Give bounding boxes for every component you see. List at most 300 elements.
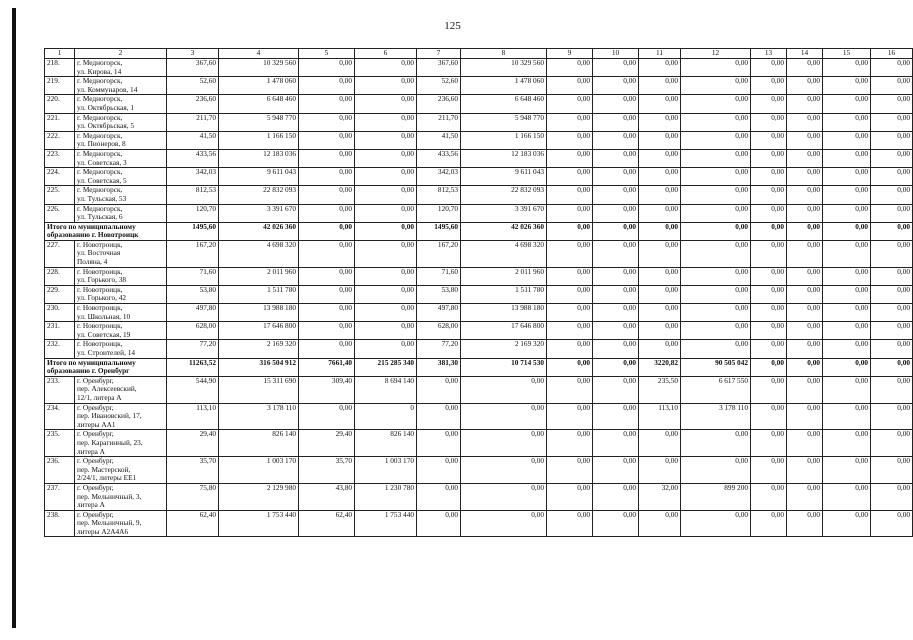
table-row bbox=[45, 77, 913, 95]
value-cell: 0,00 bbox=[547, 240, 593, 267]
value-cell: 17 646 800 bbox=[219, 322, 299, 340]
value-cell: 0,00 bbox=[417, 376, 461, 403]
value-cell: 0,00 bbox=[681, 204, 751, 222]
value-cell: 0,00 bbox=[871, 131, 913, 149]
table-row bbox=[45, 131, 913, 149]
table-row bbox=[45, 149, 913, 167]
value-cell: 113,10 bbox=[639, 403, 681, 430]
value-cell: 7661,40 bbox=[299, 358, 355, 376]
value-cell: 0,00 bbox=[299, 322, 355, 340]
address-line: ул. Горького, 42 bbox=[77, 293, 127, 303]
value-cell: 3220,82 bbox=[639, 358, 681, 376]
value-cell: 211,70 bbox=[167, 113, 219, 131]
value-cell: 71,60 bbox=[167, 267, 219, 285]
table-row bbox=[45, 403, 913, 430]
row-number: 230. bbox=[45, 304, 75, 322]
column-header: 3 bbox=[167, 49, 219, 59]
value-cell: 0,00 bbox=[639, 430, 681, 457]
value-cell: 0,00 bbox=[681, 267, 751, 285]
value-cell: 0,00 bbox=[547, 430, 593, 457]
address-cell bbox=[75, 59, 167, 77]
value-cell: 1 230 780 bbox=[355, 483, 417, 510]
value-cell: 0,00 bbox=[593, 240, 639, 267]
value-cell: 0 bbox=[355, 403, 417, 430]
value-cell: 1 003 170 bbox=[219, 457, 299, 484]
column-header: 2 bbox=[75, 49, 167, 59]
value-cell: 0,00 bbox=[355, 131, 417, 149]
address-line: г. Оренбург, bbox=[77, 509, 114, 519]
value-cell: 0,00 bbox=[355, 267, 417, 285]
value-cell: 0,00 bbox=[355, 322, 417, 340]
value-cell: 35,70 bbox=[299, 457, 355, 484]
value-cell: 0,00 bbox=[787, 376, 823, 403]
value-cell: 0,00 bbox=[593, 204, 639, 222]
value-cell: 2 011 960 bbox=[219, 267, 299, 285]
address-line: пер. Карагинный, 23, bbox=[77, 437, 143, 447]
address-line: г. Медногорск, bbox=[77, 76, 123, 86]
column-header: 14 bbox=[787, 49, 823, 59]
value-cell: 0,00 bbox=[593, 322, 639, 340]
address-cell bbox=[75, 430, 167, 457]
value-cell: 0,00 bbox=[299, 131, 355, 149]
value-cell: 1 753 440 bbox=[355, 510, 417, 537]
address-line: г. Медногорск, bbox=[77, 148, 123, 158]
value-cell: 0,00 bbox=[751, 358, 787, 376]
value-cell: 235,50 bbox=[639, 376, 681, 403]
value-cell: 0,00 bbox=[823, 322, 871, 340]
value-cell: 211,70 bbox=[417, 113, 461, 131]
value-cell: 0,00 bbox=[823, 77, 871, 95]
value-cell: 0,00 bbox=[751, 186, 787, 204]
value-cell: 0,00 bbox=[639, 322, 681, 340]
address-cell bbox=[75, 322, 167, 340]
value-cell: 0,00 bbox=[355, 186, 417, 204]
column-header: 1 bbox=[45, 49, 75, 59]
value-cell: 0,00 bbox=[299, 95, 355, 113]
column-header: 12 bbox=[681, 49, 751, 59]
column-header: 10 bbox=[593, 49, 639, 59]
value-cell: 22 832 093 bbox=[219, 186, 299, 204]
value-cell: 0,00 bbox=[823, 204, 871, 222]
value-cell: 0,00 bbox=[355, 240, 417, 267]
subtotal-label bbox=[45, 358, 167, 376]
address-line: пер. Ивановский, 17, bbox=[77, 411, 142, 421]
value-cell: 0,00 bbox=[871, 510, 913, 537]
value-cell: 42 026 360 bbox=[461, 222, 547, 240]
address-line: г. Медногорск, bbox=[77, 130, 123, 140]
value-cell: 1 753 440 bbox=[219, 510, 299, 537]
value-cell: 0,00 bbox=[593, 77, 639, 95]
value-cell: 4 698 320 bbox=[219, 240, 299, 267]
value-cell: 0,00 bbox=[547, 95, 593, 113]
value-cell: 15 311 690 bbox=[219, 376, 299, 403]
value-cell: 0,00 bbox=[823, 131, 871, 149]
address-line: г. Новотроицк, bbox=[77, 321, 123, 331]
column-header: 15 bbox=[823, 49, 871, 59]
table-row bbox=[45, 267, 913, 285]
value-cell: 0,00 bbox=[871, 113, 913, 131]
value-cell: 0,00 bbox=[681, 304, 751, 322]
value-cell: 2 169 320 bbox=[461, 340, 547, 358]
value-cell: 0,00 bbox=[639, 59, 681, 77]
address-cell bbox=[75, 131, 167, 149]
value-cell: 0,00 bbox=[681, 222, 751, 240]
row-number: 231. bbox=[45, 322, 75, 340]
value-cell: 0,00 bbox=[681, 95, 751, 113]
value-cell: 167,20 bbox=[167, 240, 219, 267]
value-cell: 0,00 bbox=[639, 168, 681, 186]
value-cell: 826 140 bbox=[219, 430, 299, 457]
value-cell: 0,00 bbox=[681, 457, 751, 484]
value-cell: 0,00 bbox=[787, 186, 823, 204]
value-cell: 0,00 bbox=[871, 77, 913, 95]
column-header: 11 bbox=[639, 49, 681, 59]
value-cell: 0,00 bbox=[417, 510, 461, 537]
row-number: 219. bbox=[45, 77, 75, 95]
value-cell: 29,40 bbox=[299, 430, 355, 457]
value-cell: 0,00 bbox=[299, 149, 355, 167]
value-cell: 12 183 036 bbox=[461, 149, 547, 167]
value-cell: 8 694 140 bbox=[355, 376, 417, 403]
value-cell: 0,00 bbox=[787, 149, 823, 167]
address-line: г. Медногорск, bbox=[77, 112, 123, 122]
value-cell: 367,60 bbox=[167, 59, 219, 77]
value-cell: 0,00 bbox=[787, 59, 823, 77]
address-line: ул. Пионеров, 8 bbox=[77, 139, 126, 149]
value-cell: 0,00 bbox=[751, 322, 787, 340]
value-cell: 0,00 bbox=[823, 186, 871, 204]
row-number: 236. bbox=[45, 457, 75, 484]
value-cell: 0,00 bbox=[787, 430, 823, 457]
value-cell: 10 329 560 bbox=[461, 59, 547, 77]
value-cell: 215 285 340 bbox=[355, 358, 417, 376]
value-cell: 0,00 bbox=[787, 113, 823, 131]
table-row bbox=[45, 322, 913, 340]
value-cell: 0,00 bbox=[461, 510, 547, 537]
value-cell: 9 611 043 bbox=[219, 168, 299, 186]
value-cell: 167,20 bbox=[417, 240, 461, 267]
value-cell: 0,00 bbox=[639, 149, 681, 167]
value-cell: 0,00 bbox=[299, 240, 355, 267]
value-cell: 0,00 bbox=[547, 168, 593, 186]
value-cell: 0,00 bbox=[639, 457, 681, 484]
address-line: ул. Кирова, 14 bbox=[77, 66, 122, 76]
address-cell bbox=[75, 168, 167, 186]
table-row bbox=[45, 168, 913, 186]
address-line: ул. Советская, 19 bbox=[77, 329, 131, 339]
value-cell: 0,00 bbox=[871, 304, 913, 322]
value-cell: 0,00 bbox=[461, 457, 547, 484]
value-cell: 6 648 460 bbox=[219, 95, 299, 113]
value-cell: 0,00 bbox=[751, 222, 787, 240]
value-cell: 0,00 bbox=[593, 457, 639, 484]
row-number: 224. bbox=[45, 168, 75, 186]
value-cell: 0,00 bbox=[547, 186, 593, 204]
value-cell: 0,00 bbox=[547, 510, 593, 537]
value-cell: 5 948 770 bbox=[219, 113, 299, 131]
value-cell: 3 178 110 bbox=[219, 403, 299, 430]
address-line: г. Новотроицк, bbox=[77, 239, 123, 249]
value-cell: 0,00 bbox=[751, 240, 787, 267]
address-line: ул. Коммунаров, 14 bbox=[77, 84, 138, 94]
value-cell: 0,00 bbox=[823, 240, 871, 267]
table-row bbox=[45, 430, 913, 457]
table-row bbox=[45, 304, 913, 322]
address-line: пер. Мельничный, 9, bbox=[77, 518, 142, 528]
value-cell: 0,00 bbox=[751, 168, 787, 186]
value-cell: 0,00 bbox=[639, 267, 681, 285]
value-cell: 0,00 bbox=[871, 457, 913, 484]
value-cell: 0,00 bbox=[787, 322, 823, 340]
address-line: пер. Мельничный, 3, bbox=[77, 491, 142, 501]
value-cell: 0,00 bbox=[751, 304, 787, 322]
address-cell bbox=[75, 240, 167, 267]
value-cell: 0,00 bbox=[461, 376, 547, 403]
value-cell: 0,00 bbox=[871, 204, 913, 222]
value-cell: 0,00 bbox=[871, 358, 913, 376]
value-cell: 0,00 bbox=[787, 358, 823, 376]
value-cell: 0,00 bbox=[787, 131, 823, 149]
value-cell: 1 478 060 bbox=[219, 77, 299, 95]
address-line: ул. Тульская, 53 bbox=[77, 193, 127, 203]
row-number: 229. bbox=[45, 285, 75, 303]
value-cell: 0,00 bbox=[681, 131, 751, 149]
address-line: ул. Школьная, 10 bbox=[77, 311, 131, 321]
value-cell: 6 648 460 bbox=[461, 95, 547, 113]
value-cell: 381,30 bbox=[417, 358, 461, 376]
value-cell: 0,00 bbox=[417, 483, 461, 510]
header-row bbox=[45, 49, 913, 59]
address-line: ул. Октябрьская, 5 bbox=[77, 121, 135, 131]
address-line: 2/24/1, литеры ЕЕ1 bbox=[77, 473, 137, 483]
value-cell: 0,00 bbox=[639, 95, 681, 113]
value-cell: 3 391 670 bbox=[219, 204, 299, 222]
address-cell bbox=[75, 113, 167, 131]
address-line: г. Медногорск, bbox=[77, 94, 123, 104]
value-cell: 0,00 bbox=[639, 510, 681, 537]
address-cell bbox=[75, 403, 167, 430]
table-row bbox=[45, 59, 913, 77]
address-line: г. Оренбург, bbox=[77, 456, 114, 466]
value-cell: 497,80 bbox=[167, 304, 219, 322]
value-cell: 0,00 bbox=[823, 340, 871, 358]
table-row bbox=[45, 285, 913, 303]
value-cell: 0,00 bbox=[681, 322, 751, 340]
value-cell: 433,56 bbox=[167, 149, 219, 167]
value-cell: 53,80 bbox=[167, 285, 219, 303]
address-line: ул. Октябрьская, 1 bbox=[77, 102, 135, 112]
value-cell: 0,00 bbox=[547, 457, 593, 484]
value-cell: 0,00 bbox=[299, 168, 355, 186]
address-line: ул. Строителей, 14 bbox=[77, 348, 136, 357]
value-cell: 0,00 bbox=[593, 149, 639, 167]
value-cell: 0,00 bbox=[547, 304, 593, 322]
value-cell: 812,53 bbox=[167, 186, 219, 204]
page-number: 125 bbox=[444, 20, 461, 32]
value-cell: 0,00 bbox=[751, 267, 787, 285]
value-cell: 497,80 bbox=[417, 304, 461, 322]
value-cell: 0,00 bbox=[593, 483, 639, 510]
subtotal-row bbox=[45, 222, 913, 240]
value-cell: 0,00 bbox=[593, 358, 639, 376]
value-cell: 0,00 bbox=[639, 186, 681, 204]
value-cell: 0,00 bbox=[355, 113, 417, 131]
value-cell: 0,00 bbox=[751, 430, 787, 457]
value-cell: 0,00 bbox=[355, 77, 417, 95]
address-line: ул. Советская, 3 bbox=[77, 157, 127, 167]
address-line: г. Оренбург, bbox=[77, 429, 114, 439]
value-cell: 0,00 bbox=[823, 483, 871, 510]
value-cell: 0,00 bbox=[355, 168, 417, 186]
table-body bbox=[45, 59, 913, 537]
address-cell bbox=[75, 457, 167, 484]
address-cell bbox=[75, 149, 167, 167]
value-cell: 2 011 960 bbox=[461, 267, 547, 285]
value-cell: 0,00 bbox=[871, 186, 913, 204]
column-header: 9 bbox=[547, 49, 593, 59]
value-cell: 0,00 bbox=[547, 322, 593, 340]
address-line: г. Оренбург, bbox=[77, 402, 114, 412]
column-header: 13 bbox=[751, 49, 787, 59]
value-cell: 0,00 bbox=[871, 59, 913, 77]
value-cell: 0,00 bbox=[871, 285, 913, 303]
value-cell: 0,00 bbox=[593, 186, 639, 204]
address-line: г. Новотроицк, bbox=[77, 266, 123, 276]
value-cell: 0,00 bbox=[639, 222, 681, 240]
value-cell: 544,90 bbox=[167, 376, 219, 403]
value-cell: 0,00 bbox=[593, 430, 639, 457]
value-cell: 0,00 bbox=[681, 340, 751, 358]
address-cell bbox=[75, 77, 167, 95]
value-cell: 0,00 bbox=[299, 186, 355, 204]
value-cell: 10 329 560 bbox=[219, 59, 299, 77]
address-line: ул. Горького, 38 bbox=[77, 275, 127, 285]
value-cell: 0,00 bbox=[547, 285, 593, 303]
value-cell: 0,00 bbox=[751, 113, 787, 131]
value-cell: 433,56 bbox=[417, 149, 461, 167]
value-cell: 0,00 bbox=[639, 340, 681, 358]
value-cell: 3 391 670 bbox=[461, 204, 547, 222]
value-cell: 32,00 bbox=[639, 483, 681, 510]
value-cell: 0,00 bbox=[681, 168, 751, 186]
value-cell: 0,00 bbox=[593, 340, 639, 358]
value-cell: 0,00 bbox=[299, 267, 355, 285]
row-number: 220. bbox=[45, 95, 75, 113]
value-cell: 0,00 bbox=[593, 95, 639, 113]
value-cell: 11263,52 bbox=[167, 358, 219, 376]
value-cell: 4 698 320 bbox=[461, 240, 547, 267]
value-cell: 0,00 bbox=[787, 168, 823, 186]
value-cell: 367,60 bbox=[417, 59, 461, 77]
value-cell: 0,00 bbox=[593, 59, 639, 77]
table-row bbox=[45, 483, 913, 510]
value-cell: 1 166 150 bbox=[219, 131, 299, 149]
value-cell: 0,00 bbox=[871, 168, 913, 186]
row-number: 228. bbox=[45, 267, 75, 285]
value-cell: 0,00 bbox=[871, 95, 913, 113]
value-cell: 0,00 bbox=[751, 204, 787, 222]
value-cell: 2 169 320 bbox=[219, 340, 299, 358]
value-cell: 0,00 bbox=[787, 403, 823, 430]
value-cell: 3 178 110 bbox=[681, 403, 751, 430]
column-header: 6 bbox=[355, 49, 417, 59]
value-cell: 0,00 bbox=[871, 149, 913, 167]
column-header: 4 bbox=[219, 49, 299, 59]
value-cell: 71,60 bbox=[417, 267, 461, 285]
address-cell bbox=[75, 95, 167, 113]
address-line: ул. Восточная bbox=[77, 248, 121, 258]
value-cell: 0,00 bbox=[823, 376, 871, 403]
address-line: пер. Мастерской, bbox=[77, 464, 131, 474]
value-cell: 29,40 bbox=[167, 430, 219, 457]
value-cell: 0,00 bbox=[547, 376, 593, 403]
value-cell: 0,00 bbox=[751, 131, 787, 149]
value-cell: 0,00 bbox=[299, 340, 355, 358]
value-cell: 0,00 bbox=[547, 403, 593, 430]
value-cell: 0,00 bbox=[871, 376, 913, 403]
value-cell: 0,00 bbox=[871, 322, 913, 340]
address-cell bbox=[75, 204, 167, 222]
value-cell: 75,80 bbox=[167, 483, 219, 510]
value-cell: 0,00 bbox=[787, 77, 823, 95]
value-cell: 62,40 bbox=[167, 510, 219, 537]
value-cell: 77,20 bbox=[417, 340, 461, 358]
row-number: 237. bbox=[45, 483, 75, 510]
value-cell: 0,00 bbox=[871, 340, 913, 358]
address-line: 12/1, литера А bbox=[77, 392, 122, 402]
row-number: 232. bbox=[45, 340, 75, 358]
value-cell: 0,00 bbox=[823, 95, 871, 113]
value-cell: 0,00 bbox=[787, 510, 823, 537]
value-cell: 0,00 bbox=[823, 304, 871, 322]
value-cell: 0,00 bbox=[823, 267, 871, 285]
value-cell: 0,00 bbox=[355, 285, 417, 303]
address-line: г. Медногорск, bbox=[77, 203, 123, 213]
value-cell: 0,00 bbox=[871, 430, 913, 457]
address-line: г. Новотроицк, bbox=[77, 284, 123, 294]
value-cell: 0,00 bbox=[751, 376, 787, 403]
value-cell: 0,00 bbox=[751, 95, 787, 113]
value-cell: 0,00 bbox=[751, 77, 787, 95]
value-cell: 342,03 bbox=[417, 168, 461, 186]
value-cell: 1495,60 bbox=[167, 222, 219, 240]
address-cell bbox=[75, 304, 167, 322]
address-cell bbox=[75, 340, 167, 358]
row-number: 233. bbox=[45, 376, 75, 403]
value-cell: 0,00 bbox=[681, 113, 751, 131]
address-line: г. Оренбург, bbox=[77, 482, 114, 492]
value-cell: 0,00 bbox=[681, 77, 751, 95]
value-cell: 0,00 bbox=[355, 340, 417, 358]
value-cell: 120,70 bbox=[417, 204, 461, 222]
value-cell: 309,40 bbox=[299, 376, 355, 403]
value-cell: 0,00 bbox=[639, 77, 681, 95]
value-cell: 0,00 bbox=[681, 240, 751, 267]
value-cell: 0,00 bbox=[823, 285, 871, 303]
address-line: Поляна, 4 bbox=[77, 257, 108, 267]
value-cell: 236,60 bbox=[167, 95, 219, 113]
value-cell: 628,00 bbox=[167, 322, 219, 340]
value-cell: 6 617 550 bbox=[681, 376, 751, 403]
table-row bbox=[45, 340, 913, 358]
address-cell bbox=[75, 483, 167, 510]
value-cell: 35,70 bbox=[167, 457, 219, 484]
value-cell: 0,00 bbox=[547, 59, 593, 77]
value-cell: 0,00 bbox=[823, 403, 871, 430]
value-cell: 0,00 bbox=[751, 340, 787, 358]
subtotal-label bbox=[45, 222, 167, 240]
address-cell bbox=[75, 285, 167, 303]
